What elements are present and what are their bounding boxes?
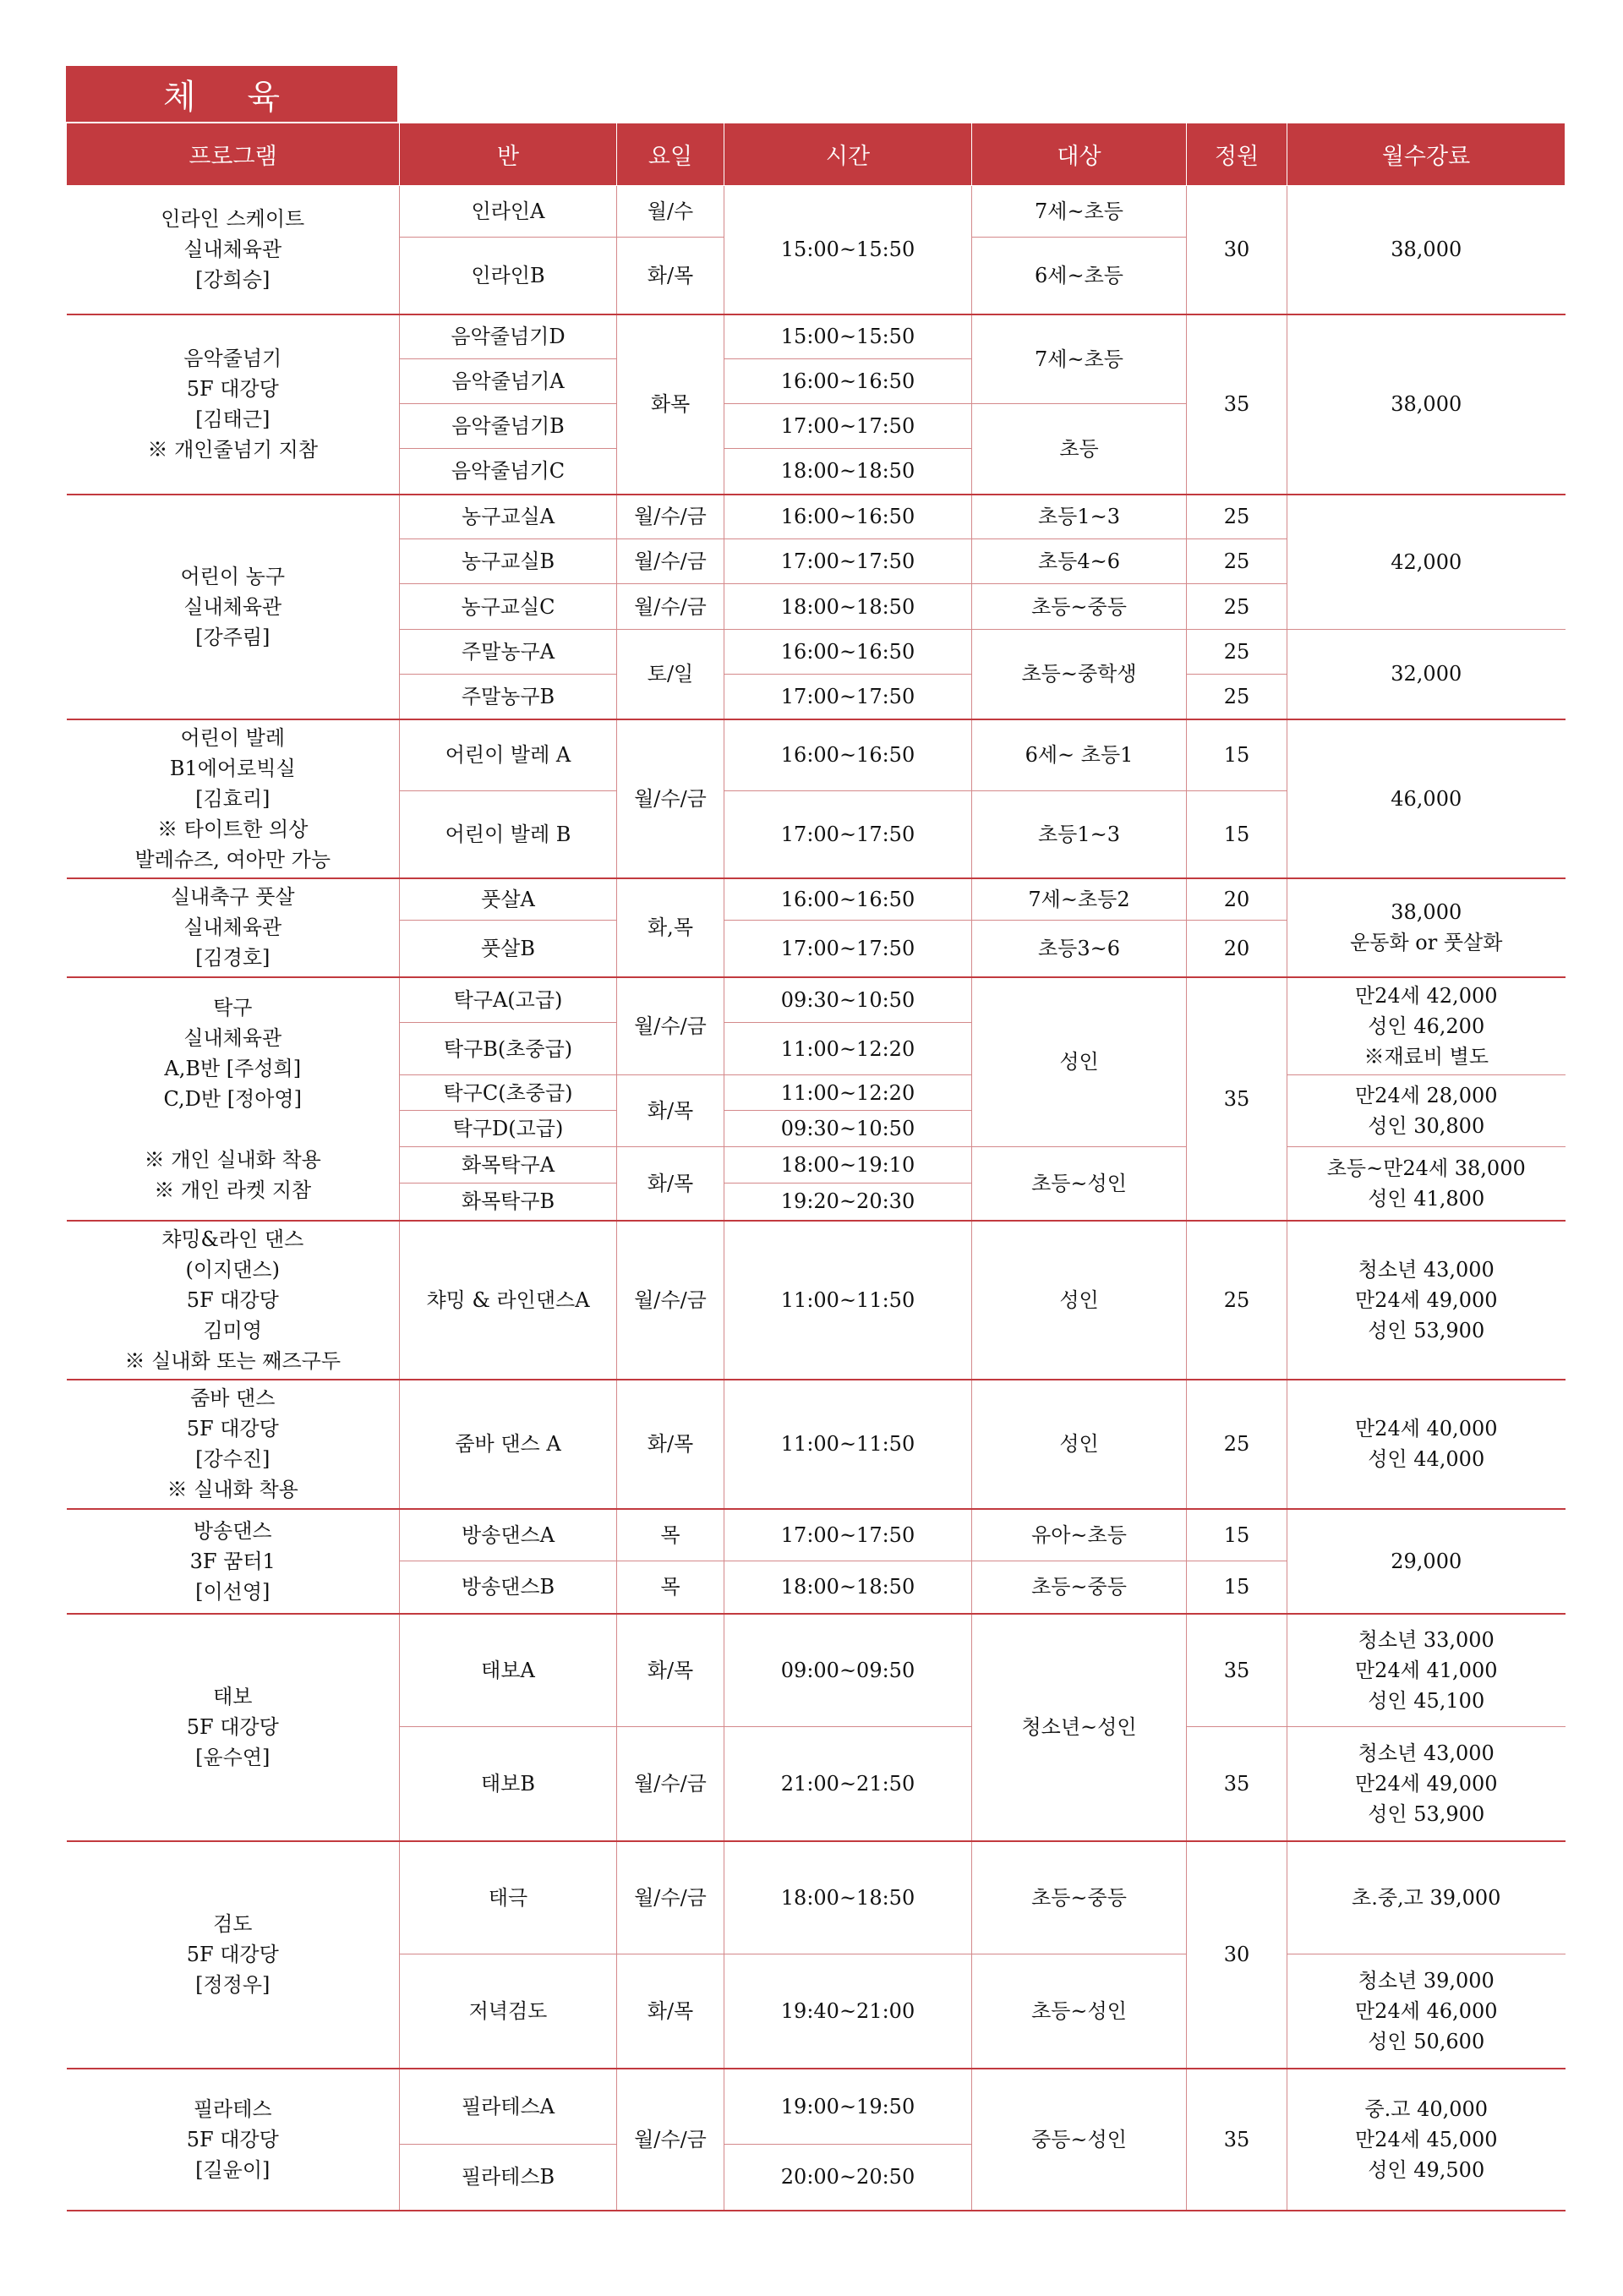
class-cell: 농구교실B xyxy=(400,539,617,584)
fee-cell: 만24세 40,000 성인 44,000 xyxy=(1287,1380,1566,1509)
class-cell: 챠밍 & 라인댄스A xyxy=(400,1221,617,1380)
capacity-cell: 25 xyxy=(1187,539,1287,584)
target-cell: 7세~초등 xyxy=(972,314,1187,404)
time-cell: 16:00~16:50 xyxy=(724,630,972,675)
target-cell: 초등 xyxy=(972,404,1187,495)
time-cell: 18:00~18:50 xyxy=(724,1561,972,1614)
capacity-cell: 35 xyxy=(1187,2069,1287,2211)
day-cell: 월/수/금 xyxy=(617,1221,724,1380)
time-cell: 11:00~12:20 xyxy=(724,1023,972,1075)
program-cell: 어린이 농구 실내체육관 [강주림] xyxy=(67,495,400,719)
target-cell: 7세~초등 xyxy=(972,186,1187,238)
target-cell: 초등4~6 xyxy=(972,539,1187,584)
fee-cell: 38,000 xyxy=(1287,314,1566,495)
program-cell: 줌바 댄스 5F 대강당 [강수진] ※ 실내화 착용 xyxy=(67,1380,400,1509)
day-cell: 화/목 xyxy=(617,1380,724,1509)
table-row xyxy=(67,314,1566,359)
class-cell: 필라테스A xyxy=(400,2069,617,2145)
time-cell: 20:00~20:50 xyxy=(724,2145,972,2211)
class-cell: 어린이 발레 B xyxy=(400,791,617,878)
target-cell: 성인 xyxy=(972,1380,1187,1509)
class-cell: 풋살A xyxy=(400,878,617,921)
header-class: 반 xyxy=(400,123,617,186)
fee-cell: 청소년 43,000 만24세 49,000 성인 53,900 xyxy=(1287,1221,1566,1380)
time-cell: 19:20~20:30 xyxy=(724,1184,972,1221)
target-cell: 초등~중학생 xyxy=(972,630,1187,719)
class-cell: 탁구C(초중급) xyxy=(400,1075,617,1111)
time-cell: 16:00~16:50 xyxy=(724,878,972,921)
fee-cell: 만24세 42,000 성인 46,200 ※재료비 별도 xyxy=(1287,977,1566,1075)
time-cell: 15:00~15:50 xyxy=(724,186,972,314)
target-cell: 초등1~3 xyxy=(972,791,1187,878)
fee-cell: 38,000 xyxy=(1287,186,1566,314)
class-cell: 저녁검도 xyxy=(400,1954,617,2069)
time-cell: 21:00~21:50 xyxy=(724,1727,972,1841)
class-cell: 인라인B xyxy=(400,238,617,314)
time-cell: 17:00~17:50 xyxy=(724,539,972,584)
program-cell: 필라테스 5F 대강당 [길윤이] xyxy=(67,2069,400,2211)
time-cell: 09:30~10:50 xyxy=(724,977,972,1023)
target-cell: 유아~초등 xyxy=(972,1509,1187,1561)
day-cell: 화/목 xyxy=(617,1147,724,1221)
time-cell: 09:30~10:50 xyxy=(724,1111,972,1147)
table-row xyxy=(67,186,1566,238)
time-cell: 09:00~09:50 xyxy=(724,1614,972,1727)
table-row xyxy=(67,1221,1566,1380)
target-cell: 성인 xyxy=(972,1221,1187,1380)
header-time: 시간 xyxy=(724,123,972,186)
class-cell: 주말농구A xyxy=(400,630,617,675)
time-cell: 18:00~19:10 xyxy=(724,1147,972,1184)
class-cell: 음악줄넘기D xyxy=(400,314,617,359)
day-cell: 월/수/금 xyxy=(617,977,724,1075)
time-cell: 11:00~12:20 xyxy=(724,1075,972,1111)
day-cell: 월/수/금 xyxy=(617,719,724,878)
header-day: 요일 xyxy=(617,123,724,186)
time-cell: 18:00~18:50 xyxy=(724,1841,972,1954)
program-cell: 실내축구 풋살 실내체육관 [김경호] xyxy=(67,878,400,977)
program-cell: 인라인 스케이트 실내체육관 [강희승] xyxy=(67,186,400,314)
class-cell: 방송댄스B xyxy=(400,1561,617,1614)
day-cell: 토/일 xyxy=(617,630,724,719)
fee-cell: 29,000 xyxy=(1287,1509,1566,1614)
time-cell: 16:00~16:50 xyxy=(724,719,972,791)
class-cell: 탁구A(고급) xyxy=(400,977,617,1023)
target-cell: 초등~중등 xyxy=(972,584,1187,630)
class-cell: 필라테스B xyxy=(400,2145,617,2211)
target-cell: 중등~성인 xyxy=(972,2069,1187,2211)
class-cell: 태극 xyxy=(400,1841,617,1954)
day-cell: 화/목 xyxy=(617,238,724,314)
header-row xyxy=(67,123,1566,186)
time-cell: 18:00~18:50 xyxy=(724,449,972,495)
program-cell: 어린이 발레 B1에어로빅실 [김효리] ※ 타이트한 의상 발레슈즈, 여아만 가능 xyxy=(67,719,400,878)
day-cell: 월/수/금 xyxy=(617,584,724,630)
capacity-cell: 25 xyxy=(1187,584,1287,630)
capacity-cell: 35 xyxy=(1187,1727,1287,1841)
capacity-cell: 15 xyxy=(1187,1509,1287,1561)
time-cell: 17:00~17:50 xyxy=(724,1509,972,1561)
class-cell: 풋살B xyxy=(400,921,617,977)
fee-cell: 청소년 43,000 만24세 49,000 성인 53,900 xyxy=(1287,1727,1566,1841)
time-cell: 16:00~16:50 xyxy=(724,495,972,539)
day-cell: 화,목 xyxy=(617,878,724,977)
fee-cell: 42,000 xyxy=(1287,495,1566,630)
header-capacity: 정원 xyxy=(1187,123,1287,186)
table-row xyxy=(67,1509,1566,1561)
target-cell: 6세~ 초등1 xyxy=(972,719,1187,791)
capacity-cell: 20 xyxy=(1187,878,1287,921)
time-cell: 17:00~17:50 xyxy=(724,404,972,449)
day-cell: 월/수/금 xyxy=(617,1727,724,1841)
table-row xyxy=(67,977,1566,1023)
class-cell: 주말농구B xyxy=(400,675,617,719)
class-cell: 줌바 댄스 A xyxy=(400,1380,617,1509)
capacity-cell: 15 xyxy=(1187,719,1287,791)
time-cell: 11:00~11:50 xyxy=(724,1380,972,1509)
time-cell: 19:40~21:00 xyxy=(724,1954,972,2069)
fee-cell: 46,000 xyxy=(1287,719,1566,878)
day-cell: 목 xyxy=(617,1561,724,1614)
class-cell: 화목탁구A xyxy=(400,1147,617,1184)
target-cell: 초등3~6 xyxy=(972,921,1187,977)
target-cell: 성인 xyxy=(972,977,1187,1147)
time-cell: 17:00~17:50 xyxy=(724,921,972,977)
capacity-cell: 25 xyxy=(1187,495,1287,539)
time-cell: 15:00~15:50 xyxy=(724,314,972,359)
table-row xyxy=(67,719,1566,791)
header-target: 대상 xyxy=(972,123,1187,186)
day-cell: 화/목 xyxy=(617,1954,724,2069)
table-row xyxy=(67,495,1566,539)
section-title: 체 육 xyxy=(66,66,397,122)
fee-cell: 청소년 33,000 만24세 41,000 성인 45,100 xyxy=(1287,1614,1566,1727)
schedule-body xyxy=(67,186,1566,2211)
fee-cell: 32,000 xyxy=(1287,630,1566,719)
day-cell: 목 xyxy=(617,1509,724,1561)
table-row xyxy=(67,1614,1566,1727)
program-cell: 방송댄스 3F 꿈터1 [이선영] xyxy=(67,1509,400,1614)
fee-cell: 만24세 28,000 성인 30,800 xyxy=(1287,1075,1566,1147)
program-cell: 탁구 실내체육관 A,B반 [주성희] C,D반 [정아영] ※ 개인 실내화 착용 ※ 개인 라켓 지참 xyxy=(67,977,400,1221)
time-cell: 16:00~16:50 xyxy=(724,359,972,404)
target-cell: 초등~성인 xyxy=(972,1954,1187,2069)
program-cell: 태보 5F 대강당 [윤수연] xyxy=(67,1614,400,1841)
day-cell: 월/수/금 xyxy=(617,1841,724,1954)
target-cell: 7세~초등2 xyxy=(972,878,1187,921)
class-cell: 음악줄넘기A xyxy=(400,359,617,404)
fee-cell: 초등~만24세 38,000 성인 41,800 xyxy=(1287,1147,1566,1221)
time-cell: 19:00~19:50 xyxy=(724,2069,972,2145)
class-cell: 화목탁구B xyxy=(400,1184,617,1221)
capacity-cell: 25 xyxy=(1187,1380,1287,1509)
capacity-cell: 35 xyxy=(1187,314,1287,495)
schedule-table xyxy=(66,123,1566,2211)
capacity-cell: 35 xyxy=(1187,977,1287,1221)
capacity-cell: 20 xyxy=(1187,921,1287,977)
table-row xyxy=(67,1841,1566,1954)
program-cell: 음악줄넘기 5F 대강당 [김태근] ※ 개인줄넘기 지참 xyxy=(67,314,400,495)
class-cell: 태보A xyxy=(400,1614,617,1727)
capacity-cell: 15 xyxy=(1187,1561,1287,1614)
fee-cell: 중.고 40,000 만24세 45,000 성인 49,500 xyxy=(1287,2069,1566,2211)
program-cell: 챠밍&라인 댄스 (이지댄스) 5F 대강당 김미영 ※ 실내화 또는 째즈구두 xyxy=(67,1221,400,1380)
capacity-cell: 30 xyxy=(1187,1841,1287,2069)
fee-cell: 초.중,고 39,000 xyxy=(1287,1841,1566,1954)
capacity-cell: 35 xyxy=(1187,1614,1287,1727)
target-cell: 초등~성인 xyxy=(972,1147,1187,1221)
day-cell: 화/목 xyxy=(617,1614,724,1727)
table-row xyxy=(67,2069,1566,2145)
table-row xyxy=(67,1380,1566,1509)
class-cell: 탁구B(초중급) xyxy=(400,1023,617,1075)
class-cell: 농구교실A xyxy=(400,495,617,539)
class-cell: 음악줄넘기B xyxy=(400,404,617,449)
time-cell: 18:00~18:50 xyxy=(724,584,972,630)
day-cell: 화목 xyxy=(617,314,724,495)
class-cell: 탁구D(고급) xyxy=(400,1111,617,1147)
capacity-cell: 25 xyxy=(1187,675,1287,719)
table-row xyxy=(67,878,1566,921)
target-cell: 청소년~성인 xyxy=(972,1614,1187,1841)
day-cell: 화/목 xyxy=(617,1075,724,1147)
target-cell: 초등~중등 xyxy=(972,1841,1187,1954)
capacity-cell: 25 xyxy=(1187,1221,1287,1380)
fee-cell: 38,000 운동화 or 풋살화 xyxy=(1287,878,1566,977)
class-cell: 인라인A xyxy=(400,186,617,238)
day-cell: 월/수/금 xyxy=(617,2069,724,2211)
target-cell: 초등1~3 xyxy=(972,495,1187,539)
class-cell: 방송댄스A xyxy=(400,1509,617,1561)
time-cell: 11:00~11:50 xyxy=(724,1221,972,1380)
day-cell: 월/수/금 xyxy=(617,539,724,584)
target-cell: 6세~초등 xyxy=(972,238,1187,314)
program-cell: 검도 5F 대강당 [정정우] xyxy=(67,1841,400,2069)
class-cell: 음악줄넘기C xyxy=(400,449,617,495)
capacity-cell: 30 xyxy=(1187,186,1287,314)
class-cell: 농구교실C xyxy=(400,584,617,630)
capacity-cell: 25 xyxy=(1187,630,1287,675)
fee-cell: 청소년 39,000 만24세 46,000 성인 50,600 xyxy=(1287,1954,1566,2069)
header-fee: 월수강료 xyxy=(1287,123,1566,186)
target-cell: 초등~중등 xyxy=(972,1561,1187,1614)
class-cell: 어린이 발레 A xyxy=(400,719,617,791)
time-cell: 17:00~17:50 xyxy=(724,791,972,878)
capacity-cell: 15 xyxy=(1187,791,1287,878)
time-cell: 17:00~17:50 xyxy=(724,675,972,719)
day-cell: 월/수 xyxy=(617,186,724,238)
class-cell: 태보B xyxy=(400,1727,617,1841)
header-program: 프로그램 xyxy=(67,123,400,186)
day-cell: 월/수/금 xyxy=(617,495,724,539)
